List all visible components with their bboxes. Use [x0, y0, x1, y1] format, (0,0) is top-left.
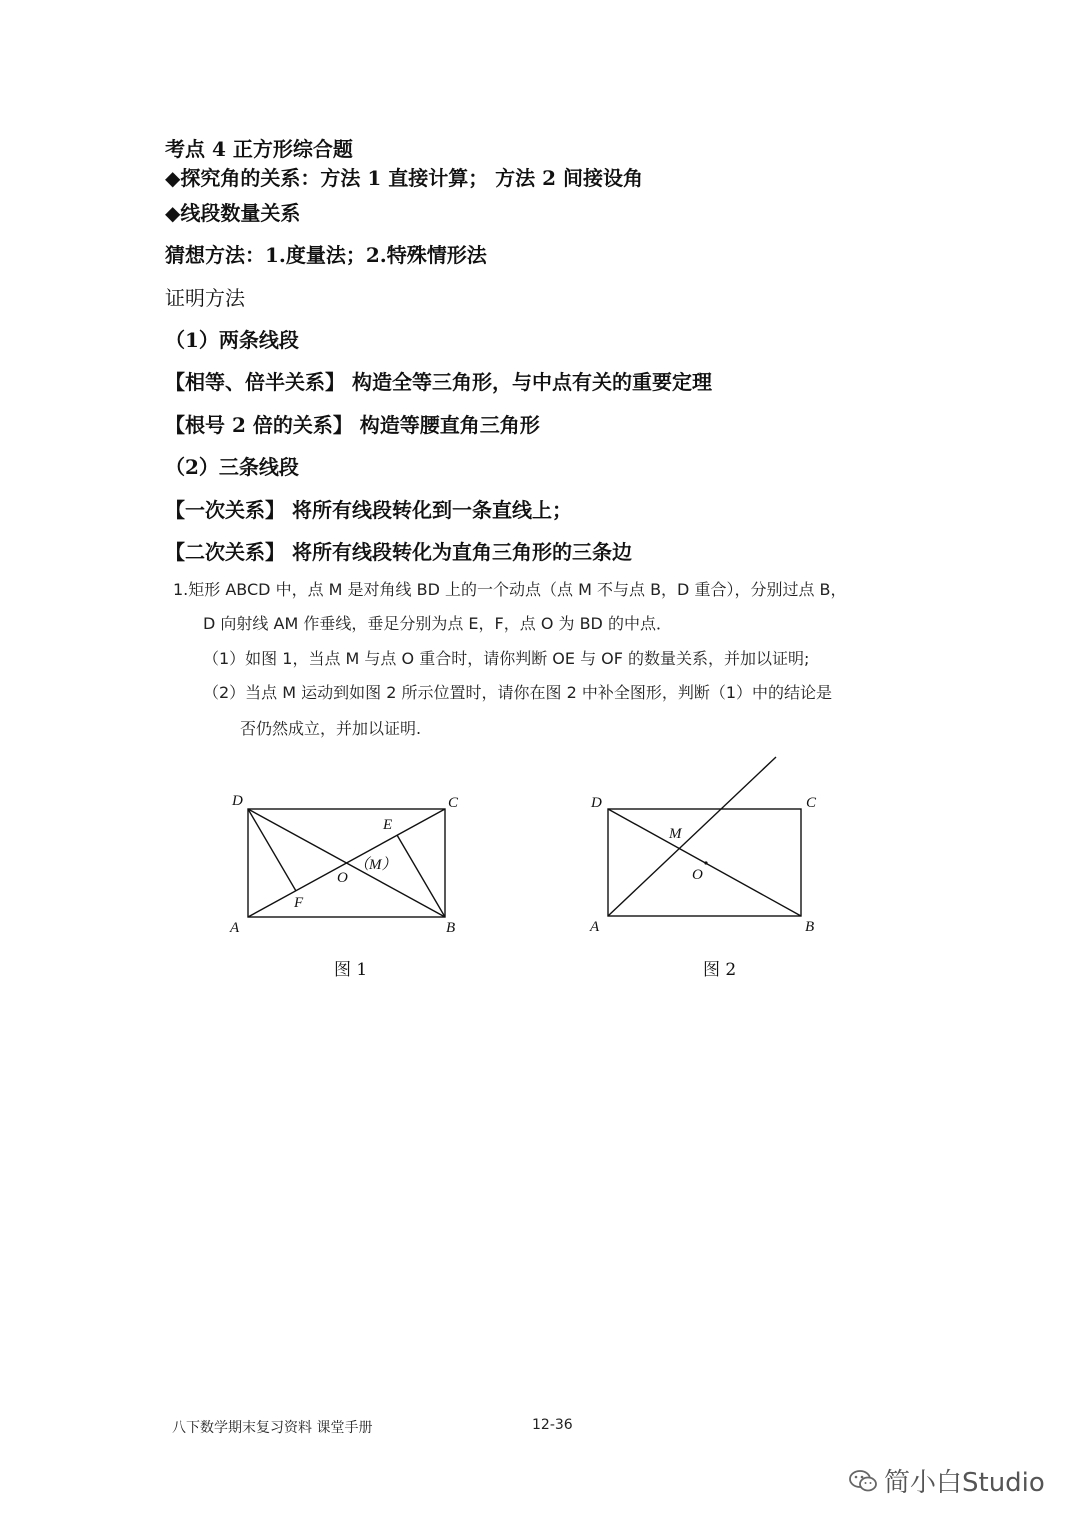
quadratic-relation: 【二次关系】 将所有线段转化为直角三角形的三条边 [165, 540, 632, 564]
label-c-2: C [806, 795, 817, 811]
label-a-2: A [590, 919, 600, 935]
figure-1 [220, 785, 480, 945]
two-segments: （1）两条线段 [165, 328, 299, 352]
label-e: E [383, 817, 393, 833]
label-b-2: B [805, 919, 815, 935]
equal-half-relation: 【相等、倍半关系】 构造全等三角形，与中点有关的重要定理 [165, 370, 712, 394]
ray-am [608, 757, 776, 916]
guess-method: 猜想方法：1.度量法；2.特殊情形法 [165, 243, 487, 267]
problem-part-1: （1）如图 1，当点 M 与点 O 重合时，请你判断 OE 与 OF 的数量关系，并加以证明; [203, 649, 810, 668]
problem-line-1: 1.矩形 ABCD 中，点 M 是对角线 BD 上的一个动点（点 M 不与点 B，D 重合），分别过点 B， [173, 580, 847, 599]
wechat-icon [848, 1468, 878, 1494]
label-o-2: O [692, 867, 703, 883]
perp-df [248, 809, 296, 891]
label-b: B [446, 920, 456, 936]
label-f: F [294, 895, 304, 911]
label-c: C [448, 795, 459, 811]
label-a: A [230, 920, 240, 936]
label-d: D [232, 793, 243, 809]
problem-part-2b: 否仍然成立，并加以证明. [240, 719, 422, 738]
linear-relation: 【一次关系】 将所有线段转化到一条直线上； [165, 498, 572, 522]
figure-2-caption: 图 2 [703, 960, 737, 980]
page-number: 12-36 [532, 1417, 573, 1433]
figure-1-caption: 图 1 [334, 960, 368, 980]
proof-method: 证明方法 [165, 286, 245, 310]
figure-2 [580, 745, 840, 945]
label-m-2: M [669, 826, 682, 842]
problem-part-2a: （2）当点 M 运动到如图 2 所示位置时，请你在图 2 中补全图形，判断（1）中的结论是 [203, 683, 833, 702]
segment-heading: ◆线段数量关系 [165, 201, 301, 225]
problem-line-2: D 向射线 AM 作垂线，垂足分别为点 E，F，点 O 为 BD 的中点． [203, 614, 672, 633]
watermark [848, 1462, 1045, 1499]
label-o: O [337, 870, 348, 886]
footer-title: 八下数学期末复习资料 课堂手册 [172, 1420, 373, 1436]
label-d-2: D [591, 795, 602, 811]
three-segments: （2）三条线段 [165, 455, 299, 479]
perp-be [397, 835, 445, 917]
root2-relation: 【根号 2 倍的关系】 构造等腰直角三角形 [165, 413, 540, 437]
label-m: （M） [354, 857, 397, 873]
section-title: 考点 4 正方形综合题 [165, 137, 353, 161]
point-o [704, 861, 707, 864]
angle-method-line: ◆探究角的关系：方法 1 直接计算； 方法 2 间接设角 [165, 166, 644, 190]
watermark-text: 简小白Studio [884, 1468, 1045, 1498]
